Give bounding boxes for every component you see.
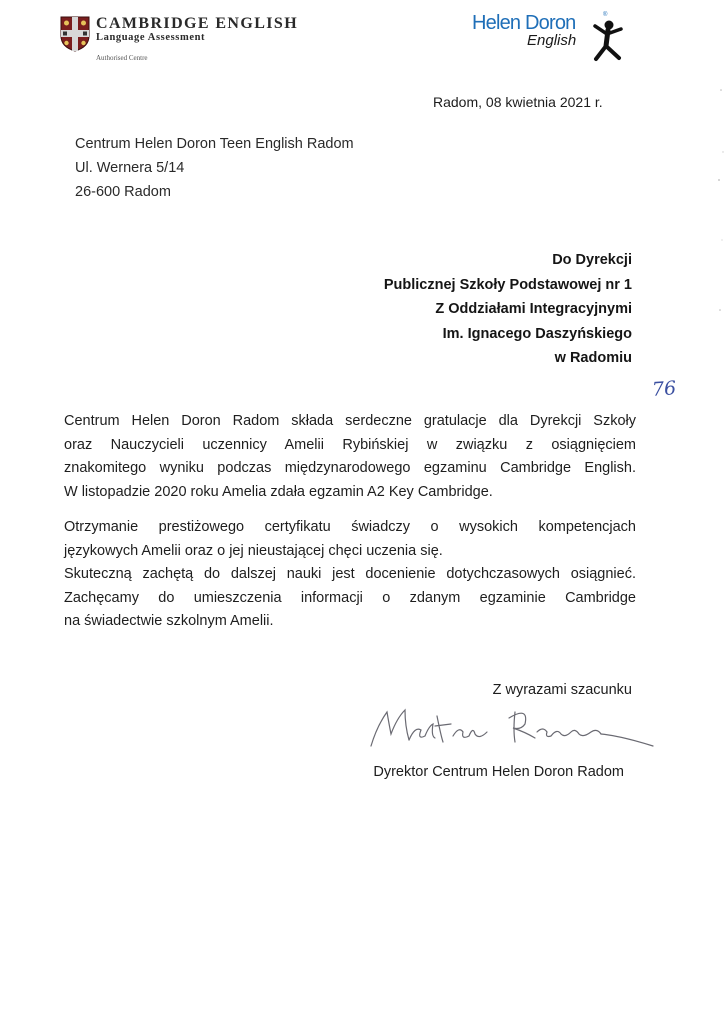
recipient-line: Z Oddziałami Integracyjnymi <box>435 301 632 317</box>
paragraph-line: językowych Amelii oraz o jej nieustającej chęci uczenia się. <box>64 542 443 559</box>
paragraph-line: Otrzymanie prestiżowego certyfikatu świadczy o wysokich kompetencjach <box>64 519 636 535</box>
paragraph-line: Skuteczną zachętą do dalszej nauki jest docenienie dotychczasowych osiągnieć. <box>64 566 636 582</box>
helen-doron-name: Helen Doron <box>472 12 576 34</box>
paragraph-line: Zachęcamy do umieszczenia informacji o zdanym egzaminie Cambridge <box>64 589 636 606</box>
cambridge-shield-icon <box>60 16 90 52</box>
paragraph-line: na świadectwie szkolnym Amelii. <box>64 613 274 629</box>
paragraph-line: oraz Nauczycieli uczennicy Amelii Rybińskiej w związku z osiągnięciem <box>64 436 636 453</box>
helen-doron-logo <box>470 12 630 62</box>
recipient-line: Publicznej Szkoły Podstawowej nr 1 <box>383 276 632 293</box>
handwritten-number: 76 <box>651 377 677 401</box>
cambridge-title: CAMBRIDGE ENGLISH <box>96 15 299 32</box>
scan-artifacts <box>713 0 727 1024</box>
helen-doron-english: English <box>527 32 577 49</box>
signatory-title: Dyrektor Centrum Helen Doron Radom <box>373 764 624 780</box>
registered-mark: ® <box>603 12 608 18</box>
paragraph-line: W listopadzie 2020 roku Amelia zdała egzamin A2 Key Cambridge. <box>64 483 493 500</box>
body-paragraph-1 <box>64 410 636 504</box>
sender-address <box>75 132 354 204</box>
sender-line: 26-600 Radom <box>75 184 171 200</box>
closing-phrase: Z wyrazami szacunku <box>492 682 632 698</box>
body-paragraph-2 <box>64 516 636 634</box>
cambridge-authorised-centre: Authorised Centre <box>96 54 148 62</box>
sender-line: Centrum Helen Doron Teen English Radom <box>75 136 354 152</box>
sender-line: Ul. Wernera 5/14 <box>75 160 185 176</box>
recipient-line: w Radomiu <box>554 350 632 366</box>
paragraph-line: znakomitego wyniku podczas międzynarodowego egzaminu Cambridge English. <box>64 460 636 476</box>
date-line: Radom, 08 kwietnia 2021 r. <box>433 94 603 110</box>
running-figure-icon <box>590 20 626 62</box>
cambridge-subtitle: Language Assessment <box>96 32 206 43</box>
recipient-block <box>384 248 632 371</box>
paragraph-line: Centrum Helen Doron Radom składa serdeczne gratulacje dla Dyrekcji Szkoły <box>64 413 636 429</box>
recipient-line: Im. Ignacego Daszyńskiego <box>442 325 632 342</box>
cambridge-english-logo <box>60 16 310 66</box>
handwritten-signature <box>365 696 655 762</box>
recipient-line: Do Dyrekcji <box>552 252 632 268</box>
